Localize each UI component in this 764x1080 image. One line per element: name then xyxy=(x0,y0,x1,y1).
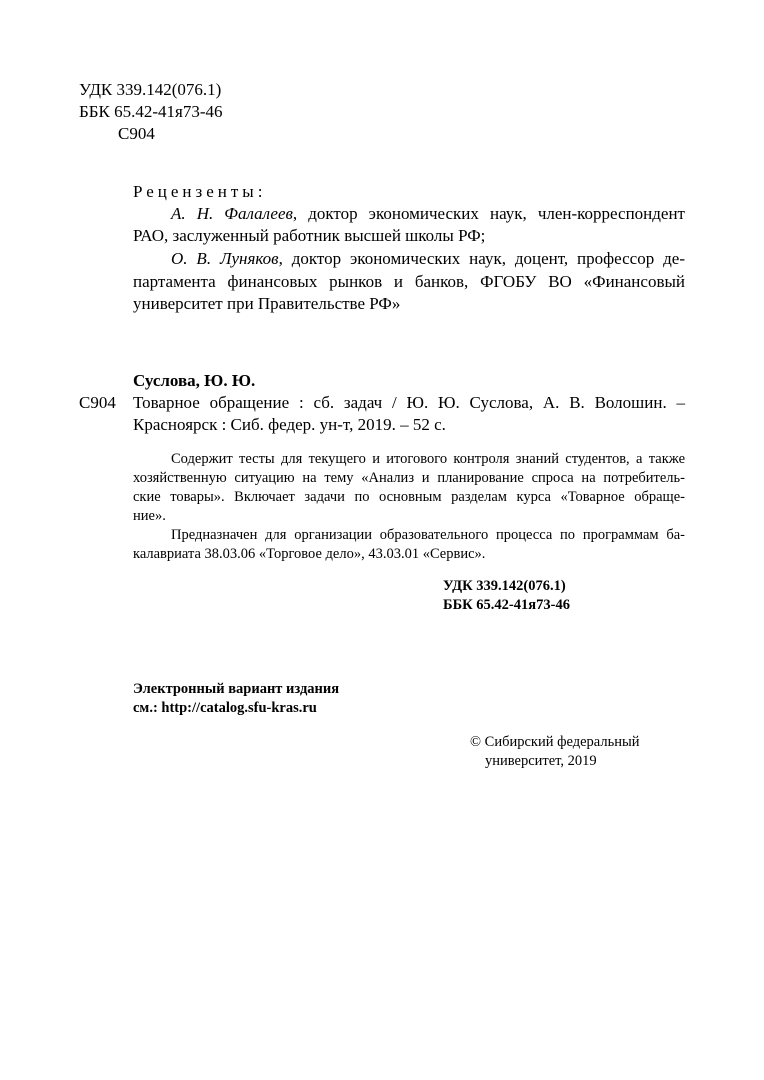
classification-udk: УДК 339.142(076.1) xyxy=(443,578,566,594)
electronic-line-2: см.: http://catalog.sfu-kras.ru xyxy=(133,700,317,716)
bib-line-1: Товарное обращение : сб. задач / Ю. Ю. Суслова, А. В. Волошин. – xyxy=(133,393,685,412)
header-bbk: ББК 65.42-41я73-46 xyxy=(79,102,223,121)
reviewer-2-line-2: партамента финансовых рынков и банков, ФГОБУ ВО «Финансовый xyxy=(133,272,685,291)
classification-bbk: ББК 65.42-41я73-46 xyxy=(443,597,570,613)
annotation-p2-line-2: калавриата 38.03.06 «Торговое дело», 43.03.01 «Сервис». xyxy=(133,546,486,562)
annotation-p1-line-4: ние». xyxy=(133,508,166,524)
annotation-p1-line-3: ские товары». Включает задачи по основным разделам курса «Товарное обраще- xyxy=(133,489,685,505)
copyright-line-2: университет, 2019 xyxy=(485,753,597,769)
bib-line-2: Красноярск : Сиб. федер. ун-т, 2019. – 52 с. xyxy=(133,415,446,434)
reviewers-title: Рецензенты: xyxy=(133,182,267,201)
reviewer-2-line-3: университет при Правительстве РФ» xyxy=(133,294,401,313)
copyright-line-1: © Сибирский федеральный xyxy=(470,734,640,750)
electronic-line-1: Электронный вариант издания xyxy=(133,681,340,697)
reviewer-2-name: О. В. Луняков xyxy=(171,249,279,268)
reviewer-1-line-1: А. Н. Фалалеев, доктор экономических наук, член-корреспондент xyxy=(171,204,685,223)
annotation-p1-line-1: Содержит тесты для текущего и итогового контроля знаний студентов, а также xyxy=(171,451,685,467)
reviewer-1-line-2: РАО, заслуженный работник высшей школы РФ; xyxy=(133,226,486,245)
bib-author: Суслова, Ю. Ю. xyxy=(133,371,256,390)
annotation-p1-line-2: хозяйственную ситуацию на тему «Анализ и планирование спроса на потребитель- xyxy=(133,470,685,486)
reviewer-2-line-1: О. В. Луняков, доктор экономических наук, доцент, профессор де- xyxy=(171,249,685,268)
reviewer-1-name: А. Н. Фалалеев xyxy=(171,204,293,223)
bib-code: С904 xyxy=(79,393,116,412)
annotation-p2-line-1: Предназначен для организации образовательного процесса по программам ба- xyxy=(171,527,685,543)
header-udk: УДК 339.142(076.1) xyxy=(79,80,222,99)
header-code: С904 xyxy=(118,124,155,143)
